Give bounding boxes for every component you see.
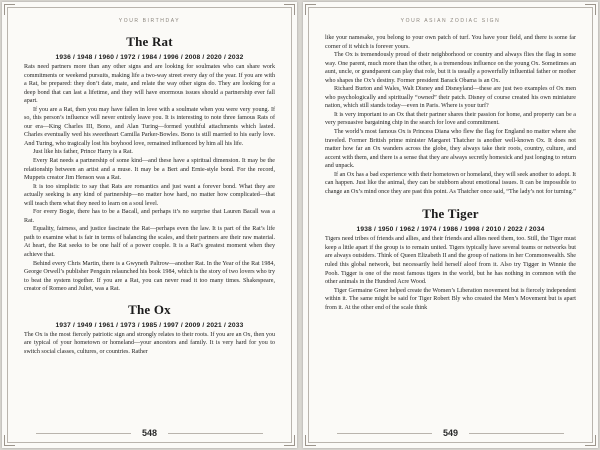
paragraph: Tiger Germaine Greer helped create the Women’s Liberation movement but is fiercely independent within it. The same might be said for Tiger Robert Bly who created the Men’s Movement but is apart from it. At the other end of the scale think (325, 287, 576, 311)
paragraph: Richard Burton and Wales, Walt Disney and Disneyland—these are just two examples of Ox men who psychologically and spiritually “owned” their patch. Disney of course created his own miniature nation, which still stands today—even in Paris. Where is your turf? (325, 86, 576, 110)
section-title-tiger: The Tiger (422, 206, 479, 222)
tiger-body (325, 235, 576, 312)
page-number: 548 (141, 428, 158, 438)
paragraph: If you are a Rat, then you may have fallen in love with a soulmate when you were very young. If so, this person’s influence will never entirely leave you. It is interesting to note three famous Rats of our era—King Charles III, Bono, and Alan Turing—formed youthful attachments which lasted. Charles eventually wed his sweetheart Camilla Parker-Bowles. Bono is still married to his early love. And Turing, who tragically lost his boyhood love, remained influenced by him all his life. (24, 106, 275, 147)
paragraph: The Ox is tremendously proud of their neighborhood or country and always flies the flag in some way. One parent, much more than the other, is a tremendous influence on the young Ox. Sometimes an aunt, uncle, or grandparent can play that role, but it is usually a powerfully influential father or mother who shapes the Ox’s destiny. Former president Barack Obama is an Ox. (325, 52, 576, 84)
paragraph: Just like his father, Prince Harry is a Rat. (33, 149, 133, 156)
ox-years: 1937 / 1949 / 1961 / 1973 / 1985 / 1997 / 2009 / 2021 / 2033 (55, 321, 244, 329)
corner-ornament (284, 4, 295, 15)
paragraph: It is very important to an Ox that their partner shares their passion for home, and property can be a very persuasive bargaining chip in the search for love and commitment. (325, 111, 576, 127)
paragraph: Every Rat needs a partnership of some kind—and these have a spiritual dimension. It may be the relationship between an artist and a muse. It may be a Bert and Ernie-style bond. For the record, Muppets creator Jim Henson was a Rat. (24, 158, 275, 182)
running-head: YOUR ASIAN ZODIAC SIGN (400, 18, 501, 24)
section-title-rat: The Rat (126, 34, 173, 49)
ox-body-start (24, 331, 275, 357)
paragraph: Tigers need tribes of friends and allies, and their friends and allies need them, too. Still, the Tiger must keep a little apart if the group is to remain united. Tigers typically have several teams or networks but are always outsiders. Think of Queen Elizabeth II and the group of nations in her Commonwealth. She ruled this global network, but necessarily held herself aloof from it. Also try Tigger in Winnie the Pooh. Tigger is one of the most famous tigers in the world, but he has nothing in common with the other animals in the Hundred Acre Wood. (325, 236, 576, 286)
corner-ornament (305, 4, 316, 15)
paragraph: If an Ox has a bad experience with their hometown or homeland, they will seek another to adopt. It can happen. Just like the animal, they can be stubborn about emotional issues. It can be impossible to change an Ox’s mind once they are past this point. As Thatcher once said, “The lady’s not for turning.” (325, 171, 576, 195)
ox-body-continued (325, 34, 576, 196)
left-page (2, 2, 297, 448)
corner-ornament (4, 4, 15, 15)
paragraph: The world’s most famous Ox is Princess Diana who flew the flag for England no matter where she traveled. Former British prime minister Margaret Thatcher is another well-known Ox. It does not matter how far an Ox wanders across the globe, they always take their roots, country, culture, and accent with them, and there is a sense that they are always secretly homesick and just longing to return and unpack. (325, 129, 576, 170)
corner-ornament (585, 4, 596, 15)
paragraph: For every Bogie, there has to be a Bacall, and perhaps it’s no surprise that Lauren Bacall was a Rat. (24, 209, 275, 224)
rat-body (24, 63, 275, 294)
page-number: 549 (442, 428, 459, 438)
rat-years: 1936 / 1948 / 1960 / 1972 / 1984 / 1996 / 2008 / 2020 / 2032 (55, 54, 244, 61)
right-page (303, 2, 598, 448)
paragraph: like your namesake, you belong to your own patch of turf. You have your field, and there is some far corner of it which is forever yours. (325, 35, 576, 50)
tiger-years: 1938 / 1950 / 1962 / 1974 / 1986 / 1998 / 2010 / 2022 / 2034 (356, 226, 545, 234)
section-title-ox: The Ox (128, 301, 171, 317)
paragraph: Equality, fairness, and justice fascinate the Rat—perhaps even the law. It is part of the Rat’s life path to examine what is fair in terms of balancing the scales, and their partners are their raw material. At heart, the Rat seeks to be one half of a power couple. It is a Rat’s greatest moment when they achieve that. (24, 226, 275, 259)
paragraph: Behind every Chris Martin, there is a Gwyneth Paltrow—another Rat. In the Year of the Rat 1984, George Orwell’s publisher Penguin relaunched his book 1984, which is the story of two lovers who try to beat the system together. If you are a Rat, you can never read it too many times. Shakespeare, creator of Romeo and Juliet, was a Rat. (24, 260, 275, 293)
paragraph: It is too simplistic to say that Rats are romantics and just want a forever bond. What they are actually seeking is any kind of partnership—no matter how hard, no matter how complicated—that will teach them what they need to learn on a soul level. (24, 183, 275, 207)
paragraph: The Ox is the most fiercely patriotic sign and strongly relates to their roots. If you are an Ox, then you are typical of your hometown or homeland—your ancestors and family. It is very hard for you to switch social classes, cultures, or countries. Rather (24, 331, 275, 355)
paragraph: Rats need partners more than any other signs and are looking for soulmates who can share work commitments or weekend pursuits, making life a two-way street every day of the year. If you are with a Rat, be prepared: they don’t date, mate, and relate the way other signs do. They are looking for a deep bond that can last a lifetime, and they will have enormous issues should a partnership ever fall apart. (24, 64, 275, 105)
running-head: YOUR BIRTHDAY (118, 18, 181, 24)
